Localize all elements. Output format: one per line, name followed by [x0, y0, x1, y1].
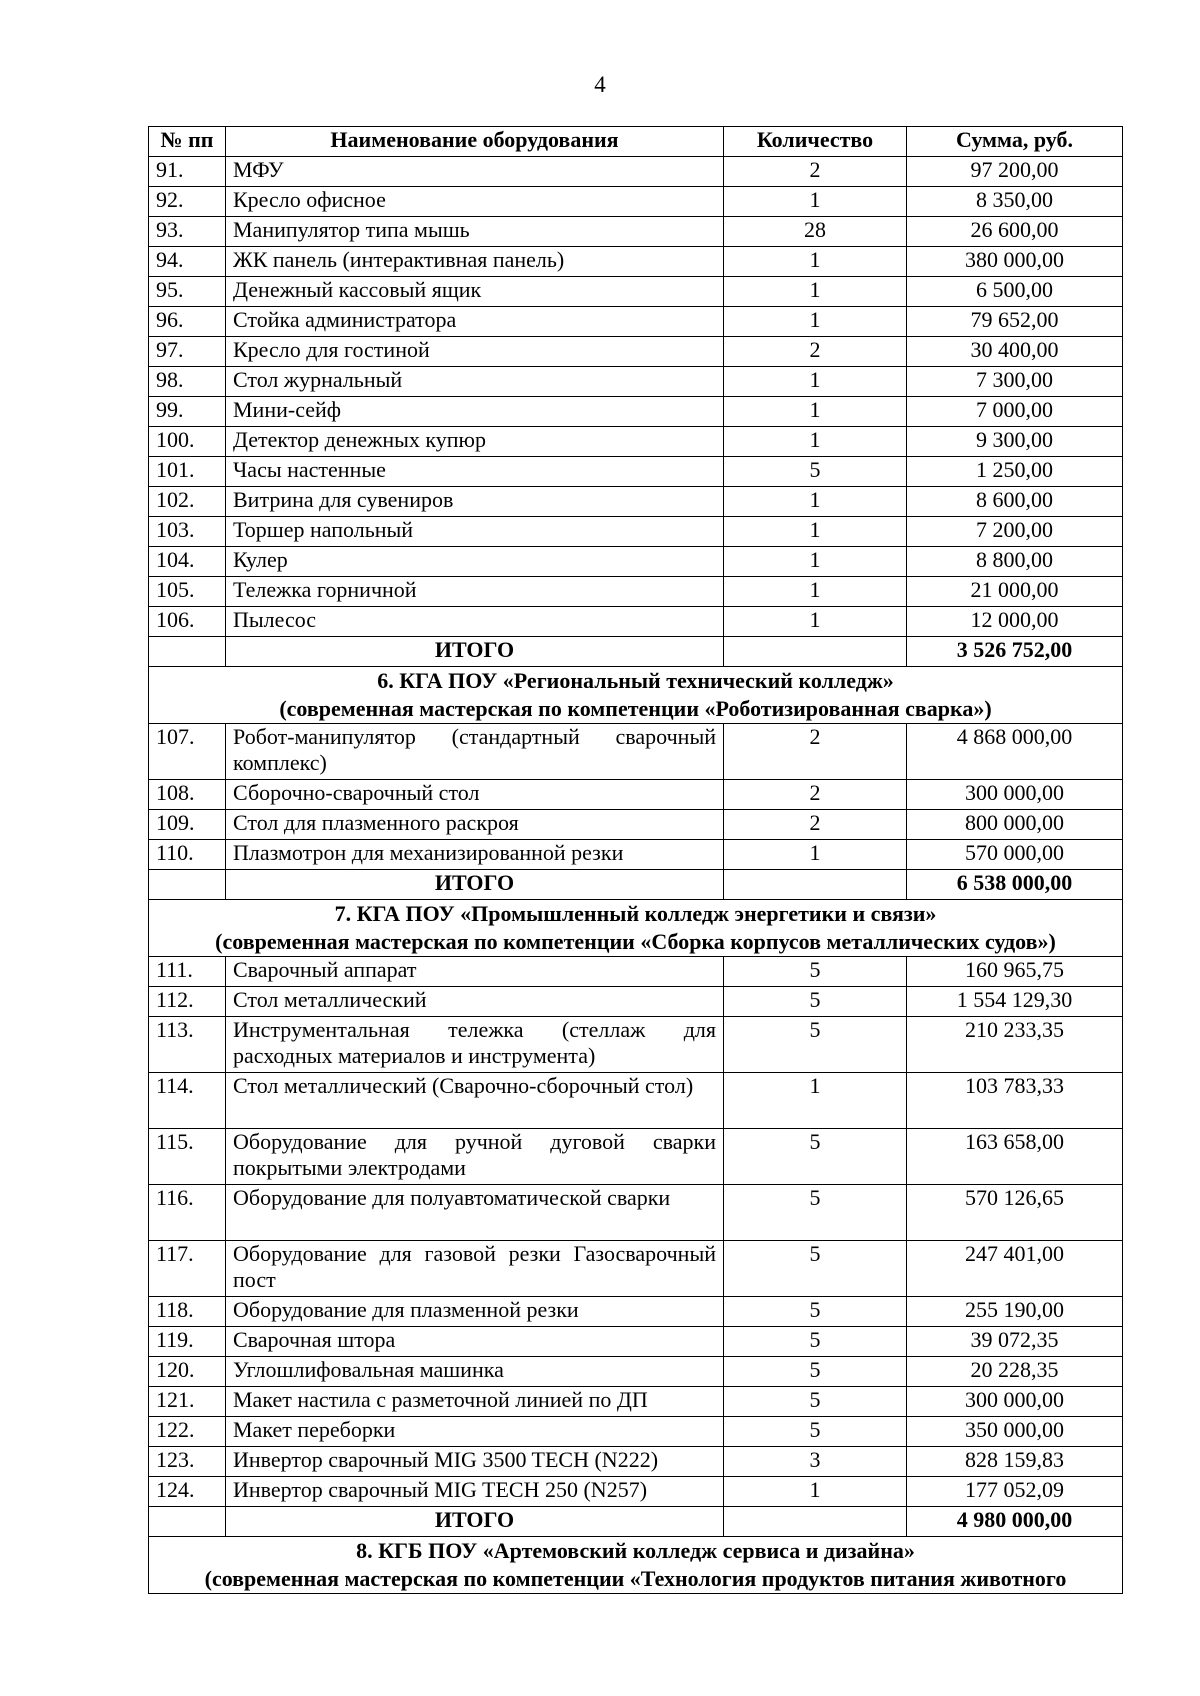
quantity: 2 [724, 724, 907, 780]
total-empty-cell [149, 637, 226, 667]
amount: 380 000,00 [907, 247, 1123, 277]
amount: 8 600,00 [907, 487, 1123, 517]
row-number: 106. [149, 607, 226, 637]
row-number: 103. [149, 517, 226, 547]
row-number: 123. [149, 1447, 226, 1477]
quantity: 5 [724, 1017, 907, 1073]
row-number: 116. [149, 1185, 226, 1241]
amount: 350 000,00 [907, 1417, 1123, 1447]
table-row [149, 1477, 1123, 1507]
table-row [149, 724, 1123, 780]
equipment-name: Оборудование для газовой резки Газосварочный пост [226, 1241, 724, 1297]
equipment-table [148, 126, 1123, 1594]
quantity: 1 [724, 187, 907, 217]
total-amount: 4 980 000,00 [907, 1507, 1123, 1537]
table-row [149, 157, 1123, 187]
quantity: 5 [724, 1327, 907, 1357]
total-empty-cell [724, 637, 907, 667]
equipment-name: Робот-манипулятор (стандартный сварочный комплекс) [226, 724, 724, 780]
amount: 39 072,35 [907, 1327, 1123, 1357]
total-row [149, 637, 1123, 667]
equipment-name: Инвертор сварочный MIG TECH 250 (N257) [226, 1477, 724, 1507]
total-label: ИТОГО [226, 1507, 724, 1537]
table-row [149, 1185, 1123, 1241]
table-header-row [149, 127, 1123, 157]
total-label: ИТОГО [226, 637, 724, 667]
row-number: 98. [149, 367, 226, 397]
quantity: 2 [724, 157, 907, 187]
equipment-name: Кулер [226, 547, 724, 577]
table-row [149, 457, 1123, 487]
row-number: 107. [149, 724, 226, 780]
quantity: 1 [724, 1477, 907, 1507]
amount: 163 658,00 [907, 1129, 1123, 1185]
section-heading-row [149, 1537, 1123, 1594]
quantity: 5 [724, 1297, 907, 1327]
quantity: 1 [724, 307, 907, 337]
amount: 210 233,35 [907, 1017, 1123, 1073]
table-row [149, 1387, 1123, 1417]
quantity: 5 [724, 457, 907, 487]
amount: 160 965,75 [907, 957, 1123, 987]
table-row [149, 1357, 1123, 1387]
amount: 800 000,00 [907, 810, 1123, 840]
amount: 177 052,09 [907, 1477, 1123, 1507]
row-number: 102. [149, 487, 226, 517]
quantity: 5 [724, 1185, 907, 1241]
table-row [149, 1447, 1123, 1477]
quantity: 1 [724, 840, 907, 870]
section-heading [149, 900, 1123, 957]
equipment-name: Инструментальная тележка (стеллаж для расходных материалов и инструмента) [226, 1017, 724, 1073]
equipment-name: Стол для плазменного раскроя [226, 810, 724, 840]
section-heading-row [149, 667, 1123, 724]
equipment-name: Углошлифовальная машинка [226, 1357, 724, 1387]
header-qty: Количество [724, 127, 907, 157]
row-number: 96. [149, 307, 226, 337]
equipment-name: Манипулятор типа мышь [226, 217, 724, 247]
table-row [149, 397, 1123, 427]
equipment-name: МФУ [226, 157, 724, 187]
equipment-name: Оборудование для плазменной резки [226, 1297, 724, 1327]
equipment-name: ЖК панель (интерактивная панель) [226, 247, 724, 277]
row-number: 99. [149, 397, 226, 427]
row-number: 108. [149, 780, 226, 810]
amount: 300 000,00 [907, 780, 1123, 810]
row-number: 93. [149, 217, 226, 247]
section-title: 6. КГА ПОУ «Региональный технический колледж» [377, 668, 894, 693]
row-number: 122. [149, 1417, 226, 1447]
table-row [149, 427, 1123, 457]
section-heading [149, 667, 1123, 724]
total-amount: 3 526 752,00 [907, 637, 1123, 667]
quantity: 5 [724, 1357, 907, 1387]
quantity: 1 [724, 577, 907, 607]
amount: 828 159,83 [907, 1447, 1123, 1477]
row-number: 117. [149, 1241, 226, 1297]
equipment-name: Детектор денежных купюр [226, 427, 724, 457]
table-row [149, 217, 1123, 247]
equipment-name: Сварочный аппарат [226, 957, 724, 987]
row-number: 104. [149, 547, 226, 577]
amount: 79 652,00 [907, 307, 1123, 337]
amount: 4 868 000,00 [907, 724, 1123, 780]
amount: 247 401,00 [907, 1241, 1123, 1297]
page-number: 4 [594, 72, 606, 97]
row-number: 112. [149, 987, 226, 1017]
quantity: 5 [724, 1241, 907, 1297]
quantity: 2 [724, 337, 907, 367]
total-label: ИТОГО [226, 870, 724, 900]
quantity: 1 [724, 517, 907, 547]
table-row [149, 1017, 1123, 1073]
equipment-name: Стол металлический [226, 987, 724, 1017]
quantity: 5 [724, 1387, 907, 1417]
equipment-name: Мини-сейф [226, 397, 724, 427]
row-number: 114. [149, 1073, 226, 1129]
table-row [149, 307, 1123, 337]
quantity: 5 [724, 987, 907, 1017]
total-row [149, 870, 1123, 900]
amount: 7 000,00 [907, 397, 1123, 427]
equipment-name: Кресло для гостиной [226, 337, 724, 367]
quantity: 1 [724, 367, 907, 397]
amount: 8 800,00 [907, 547, 1123, 577]
total-empty-cell [724, 870, 907, 900]
equipment-name: Часы настенные [226, 457, 724, 487]
quantity: 1 [724, 397, 907, 427]
section-heading-row [149, 900, 1123, 957]
equipment-name: Витрина для сувениров [226, 487, 724, 517]
equipment-name: Инвертор сварочный MIG 3500 TECH (N222) [226, 1447, 724, 1477]
equipment-name: Сварочная штора [226, 1327, 724, 1357]
amount: 1 250,00 [907, 457, 1123, 487]
equipment-name: Тележка горничной [226, 577, 724, 607]
row-number: 94. [149, 247, 226, 277]
quantity: 1 [724, 487, 907, 517]
equipment-name: Макет переборки [226, 1417, 724, 1447]
table-row [149, 1241, 1123, 1297]
table-row [149, 1129, 1123, 1185]
table-row [149, 577, 1123, 607]
equipment-name: Денежный кассовый ящик [226, 277, 724, 307]
row-number: 109. [149, 810, 226, 840]
table-row [149, 487, 1123, 517]
quantity: 5 [724, 957, 907, 987]
header-name: Наименование оборудования [226, 127, 724, 157]
amount: 103 783,33 [907, 1073, 1123, 1129]
row-number: 97. [149, 337, 226, 367]
header-num: № пп [149, 127, 226, 157]
equipment-name: Торшер напольный [226, 517, 724, 547]
quantity: 1 [724, 1073, 907, 1129]
amount: 255 190,00 [907, 1297, 1123, 1327]
equipment-name: Стол журнальный [226, 367, 724, 397]
quantity: 5 [724, 1417, 907, 1447]
amount: 20 228,35 [907, 1357, 1123, 1387]
table-row [149, 187, 1123, 217]
section-subtitle: (современная мастерская по компетенции «Технология продуктов питания животного [204, 1566, 1067, 1591]
table-row [149, 547, 1123, 577]
amount: 21 000,00 [907, 577, 1123, 607]
amount: 7 200,00 [907, 517, 1123, 547]
equipment-name: Сборочно-сварочный стол [226, 780, 724, 810]
quantity: 1 [724, 277, 907, 307]
table-row [149, 780, 1123, 810]
row-number: 105. [149, 577, 226, 607]
total-empty-cell [724, 1507, 907, 1537]
equipment-name: Оборудование для ручной дуговой сварки покрытыми электродами [226, 1129, 724, 1185]
row-number: 124. [149, 1477, 226, 1507]
table-row [149, 337, 1123, 367]
header-sum: Сумма, руб. [907, 127, 1123, 157]
quantity: 1 [724, 247, 907, 277]
equipment-name: Стол металлический (Сварочно-сборочный стол) [226, 1073, 724, 1129]
quantity: 28 [724, 217, 907, 247]
row-number: 113. [149, 1017, 226, 1073]
amount: 7 300,00 [907, 367, 1123, 397]
row-number: 111. [149, 957, 226, 987]
table-row [149, 1297, 1123, 1327]
row-number: 120. [149, 1357, 226, 1387]
amount: 12 000,00 [907, 607, 1123, 637]
quantity: 5 [724, 1129, 907, 1185]
quantity: 3 [724, 1447, 907, 1477]
amount: 570 126,65 [907, 1185, 1123, 1241]
equipment-name: Макет настила с разметочной линией по ДП [226, 1387, 724, 1417]
table-row [149, 607, 1123, 637]
row-number: 119. [149, 1327, 226, 1357]
row-number: 101. [149, 457, 226, 487]
row-number: 118. [149, 1297, 226, 1327]
table-row [149, 1417, 1123, 1447]
table-row [149, 277, 1123, 307]
equipment-name: Кресло офисное [226, 187, 724, 217]
total-empty-cell [149, 1507, 226, 1537]
row-number: 110. [149, 840, 226, 870]
table-row [149, 957, 1123, 987]
amount: 300 000,00 [907, 1387, 1123, 1417]
total-amount: 6 538 000,00 [907, 870, 1123, 900]
section-subtitle: (современная мастерская по компетенции «Сборка корпусов металлических судов») [215, 929, 1056, 954]
table-row [149, 367, 1123, 397]
amount: 6 500,00 [907, 277, 1123, 307]
total-row [149, 1507, 1123, 1537]
equipment-name: Пылесос [226, 607, 724, 637]
table-body [149, 157, 1123, 1594]
row-number: 91. [149, 157, 226, 187]
row-number: 100. [149, 427, 226, 457]
row-number: 95. [149, 277, 226, 307]
amount: 570 000,00 [907, 840, 1123, 870]
section-title: 8. КГБ ПОУ «Артемовский колледж сервиса и дизайна» [356, 1538, 915, 1563]
row-number: 121. [149, 1387, 226, 1417]
section-heading [149, 1537, 1123, 1594]
quantity: 2 [724, 780, 907, 810]
amount: 1 554 129,30 [907, 987, 1123, 1017]
equipment-name: Стойка администратора [226, 307, 724, 337]
equipment-name: Оборудование для полуавтоматической сварки [226, 1185, 724, 1241]
quantity: 2 [724, 810, 907, 840]
quantity: 1 [724, 607, 907, 637]
table-row [149, 810, 1123, 840]
table-row [149, 247, 1123, 277]
total-empty-cell [149, 870, 226, 900]
amount: 97 200,00 [907, 157, 1123, 187]
table-row [149, 1073, 1123, 1129]
amount: 9 300,00 [907, 427, 1123, 457]
section-title: 7. КГА ПОУ «Промышленный колледж энергетики и связи» [334, 901, 937, 926]
amount: 26 600,00 [907, 217, 1123, 247]
row-number: 92. [149, 187, 226, 217]
table-row [149, 1327, 1123, 1357]
table-row [149, 840, 1123, 870]
quantity: 1 [724, 427, 907, 457]
table-row [149, 987, 1123, 1017]
amount: 30 400,00 [907, 337, 1123, 367]
section-subtitle: (современная мастерская по компетенции «Роботизированная сварка») [279, 696, 992, 721]
quantity: 1 [724, 547, 907, 577]
table-row [149, 517, 1123, 547]
amount: 8 350,00 [907, 187, 1123, 217]
row-number: 115. [149, 1129, 226, 1185]
equipment-name: Плазмотрон для механизированной резки [226, 840, 724, 870]
